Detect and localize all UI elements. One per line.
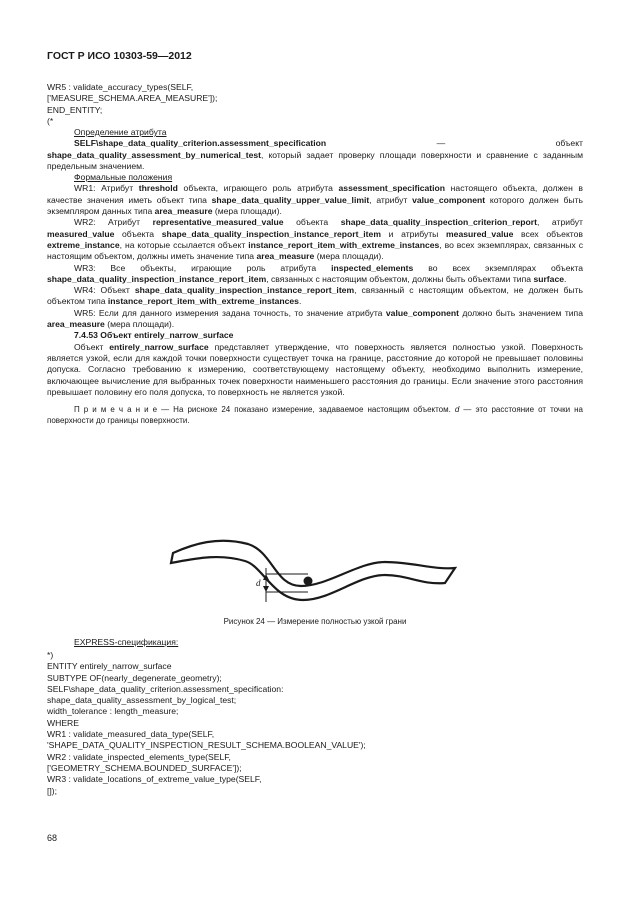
express-title: EXPRESS-спецификация: xyxy=(74,637,179,647)
code-line: ['GEOMETRY_SCHEMA.BOUNDED_SURFACE']); xyxy=(47,762,242,773)
wr4-paragraph: WR4: Объект shape_data_quality_inspection_instance_report_item, связанный с настоящим объектом, не должен быть объектом типа instance_report_item_with_extreme_instances. xyxy=(47,285,583,307)
express-heading xyxy=(47,637,583,648)
section-heading: 7.4.53 Объект entirely_narrow_surface xyxy=(74,330,234,341)
narrow-surface-shape xyxy=(171,541,455,600)
code-line: WR2 : validate_inspected_elements_type(SELF, xyxy=(47,751,231,762)
section-paragraph: Объект entirely_narrow_surface представляет утверждение, что поверхность является полностью узкой. Поверхность является узкой, если для каждой точки поверхности существует точка на границе, расстояние до которой не превышает половины допуска. Согласно требованию к измерению, соответствующему настоящему объекту, необходимо выполнить измерение, включающее вычисление для выбранных точек поверхности наименьшего расстояния до границы. Если значение этого расстояния превышает половину его поля допуска, то поверхность не является узкой. xyxy=(47,341,583,397)
arrow-down xyxy=(263,586,269,592)
code-line: ['MEASURE_SCHEMA.AREA_MEASURE']); xyxy=(47,93,218,104)
note-paragraph: П р и м е ч а н и е — На рисноке 24 показано измерение, задаваемое настоящим объектом. d — это расстояние от точки на поверхности до границы поверхности. xyxy=(47,405,583,426)
figure-24-narrow-surface xyxy=(163,528,463,610)
measured-point xyxy=(304,577,313,586)
code-line: shape_data_quality_assessment_by_logical_test; xyxy=(47,695,237,706)
code-line: (* xyxy=(47,115,54,126)
wr3-paragraph: WR3: Все объекты, играющие роль атрибута inspected_elements во всех экземплярах объекта shape_data_quality_inspection_instance_report_item, связанных с настоящим объектом, должны быть объектами типа surface. xyxy=(47,262,583,284)
distance-label: d xyxy=(256,578,261,588)
code-block-top xyxy=(47,82,583,127)
definition-paragraph: SELF\shape_data_quality_criterion.assessment_specification — объект shape_data_quality_assessment_by_numerical_test, который задает проверку площади поверхности и сравнение с заданным предельным значением. xyxy=(47,138,583,171)
code-line: WR3 : validate_locations_of_extreme_value_type(SELF, xyxy=(47,774,262,785)
attribute-definitions xyxy=(47,127,583,426)
code-line: SELF\shape_data_quality_criterion.assessment_specification: xyxy=(47,683,284,694)
definition-heading: Определение атрибута xyxy=(74,127,167,137)
figure-caption: Рисунок 24 — Измерение полностью узкой грани xyxy=(223,617,407,626)
code-line: WR1 : validate_measured_data_type(SELF, xyxy=(47,729,215,740)
code-line: *) xyxy=(47,650,54,660)
code-line: WHERE xyxy=(47,717,79,728)
code-line: width_tolerance : length_measure; xyxy=(47,706,179,717)
formal-propositions-heading: Формальные положения xyxy=(74,172,173,183)
code-line: ENTITY entirely_narrow_surface xyxy=(47,661,172,672)
wr2-paragraph: WR2: Атрибут representative_measured_value объекта shape_data_quality_inspection_criterion_report, атрибут measured_value объекта shape_data_quality_inspection_instance_report_item и атрибуты measured_value всех объектов extreme_instance, на которые ссылается объект instance_report_item_with_extreme_instances, во всех экземплярах, связанных с настоящим объектом, должны иметь значение типа area_measure (мера площади). xyxy=(47,217,584,262)
wr1-paragraph: WR1: Атрибут threshold объекта, играющего роль атрибута assessment_specification настоящего объекта, должен в качестве значения иметь объект типа shape_data_quality_upper_value_limit, атрибут value_component которого должен быть экземпляром данных типа area_measure (мера площади). xyxy=(47,183,584,217)
code-line: END_ENTITY; xyxy=(47,104,103,115)
page-number: 68 xyxy=(47,833,58,843)
code-line: SUBTYPE OF(nearly_degenerate_geometry); xyxy=(47,672,222,683)
code-line: 'SHAPE_DATA_QUALITY_INSPECTION_RESULT_SCHEMA.BOOLEAN_VALUE'); xyxy=(47,740,366,751)
code-block-bottom xyxy=(47,650,583,797)
document-header: ГОСТ Р ИСО 10303-59—2012 xyxy=(47,50,192,62)
code-line: WR5 : validate_accuracy_types(SELF, xyxy=(47,82,194,92)
code-line: []); xyxy=(47,785,58,796)
wr5-paragraph: WR5: Если для данного измерения задана точность, то значение атрибута value_component должно быть значением типа area_measure (мера площади). xyxy=(47,307,583,330)
